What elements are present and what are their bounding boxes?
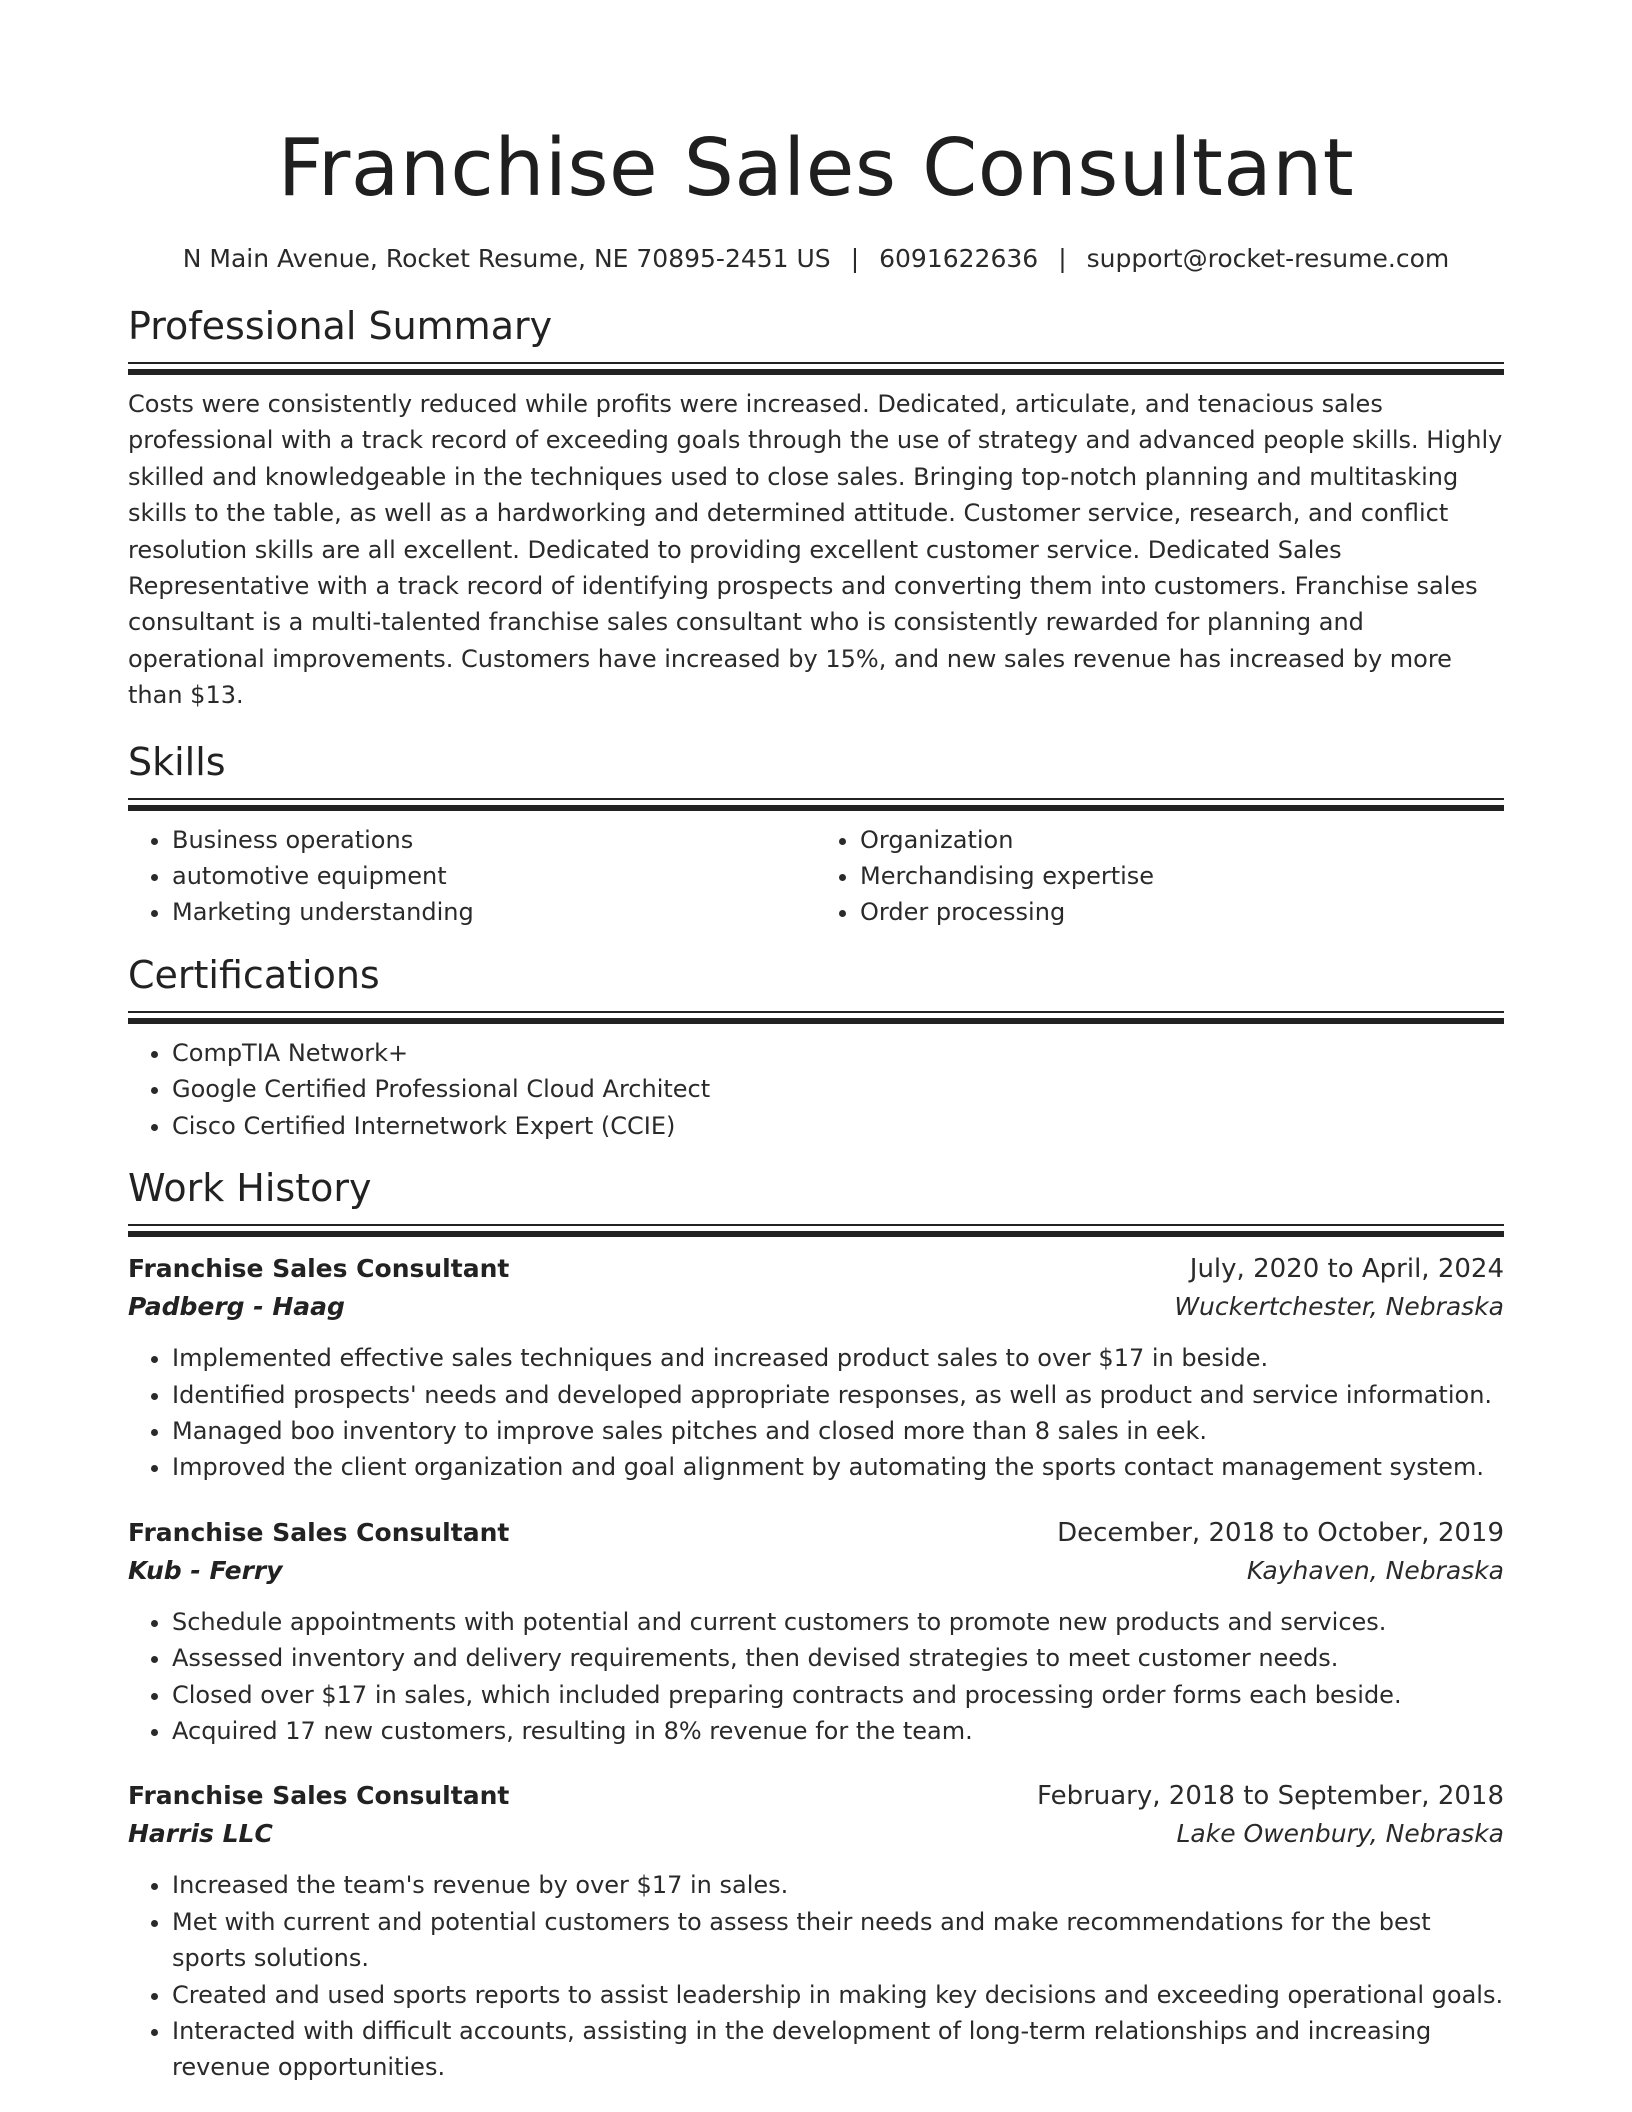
job-bullet-list <box>128 1604 1504 1750</box>
skills-list-right <box>816 822 1504 931</box>
skills-columns <box>128 822 1504 931</box>
section-divider <box>128 798 1504 812</box>
job-entry <box>128 1250 1504 1486</box>
job-title: Franchise Sales Consultant <box>128 1781 510 1811</box>
skill-item: • Organization <box>860 822 1504 858</box>
section-divider <box>128 1224 1504 1238</box>
job-header <box>128 1250 1504 1288</box>
job-location: Wuckertchester, Nebraska <box>1174 1292 1504 1322</box>
contact-separator: | <box>1058 244 1067 273</box>
contact-email[interactable]: support@rocket-resume.com <box>1086 244 1450 273</box>
job-dates: December, 2018 to October, 2019 <box>1057 1517 1504 1548</box>
job-entry <box>128 1777 1504 2085</box>
job-bullet: • Acquired 17 new customers, resulting in 8% revenue for the team. <box>172 1713 1504 1749</box>
certification-item: • Google Certified Professional Cloud Architect <box>172 1071 1504 1107</box>
job-bullet: • Increased the team's revenue by over $17 in sales. <box>172 1867 1504 1903</box>
skill-item: • Merchandising expertise <box>860 858 1504 894</box>
job-location: Kayhaven, Nebraska <box>1246 1555 1504 1585</box>
certifications-section <box>128 951 1504 1144</box>
section-divider <box>128 1011 1504 1025</box>
job-bullet: • Managed boo inventory to improve sales pitches and closed more than 8 sales in eek. <box>172 1413 1504 1449</box>
job-bullet-list <box>128 1867 1504 2085</box>
skill-item: • automotive equipment <box>172 858 816 894</box>
skills-list-left <box>128 822 816 931</box>
job-company: Harris LLC <box>128 1819 273 1849</box>
section-title-summary: Professional Summary <box>128 304 553 348</box>
skills-section <box>128 738 1504 931</box>
summary-section <box>128 302 1504 714</box>
summary-text: Costs were consistently reduced while profits were increased. Dedicated, articulate, and tenacious sales professional with a track record of exceeding goals through the use of strategy and advanced people skills. Highly skilled and knowledgeable in the techniques used to close sales. Bringing top-notch planning and multitasking skills to the table, as well as a hardworking and determined attitude. Customer service, research, and conflict resolution skills are all excellent. Dedicated to providing excellent customer service. Dedicated Sales Representative with a track record of identifying prospects and converting them into customers. Franchise sales consultant is a multi-talented franchise sales consultant who is consistently rewarded for planning and operational improvements. Customers have increased by 15%, and new sales revenue has increased by more than $13. <box>128 390 1503 710</box>
job-bullet: • Assessed inventory and delivery requirements, then devised strategies to meet customer needs. <box>172 1640 1504 1676</box>
job-subheader <box>128 1288 1504 1326</box>
job-bullet-list <box>128 1340 1504 1486</box>
job-dates: February, 2018 to September, 2018 <box>1037 1781 1504 1812</box>
skill-item: • Order processing <box>860 894 1504 930</box>
section-title-work-history: Work History <box>128 1166 372 1211</box>
job-title: Franchise Sales Consultant <box>128 1254 510 1284</box>
job-bullet: • Closed over $17 in sales, which included preparing contracts and processing order forms each beside. <box>172 1677 1504 1713</box>
job-company: Padberg - Haag <box>128 1292 345 1322</box>
job-title: Franchise Sales Consultant <box>128 1517 510 1547</box>
job-bullet: • Implemented effective sales techniques and increased product sales to over $17 in beside. <box>172 1340 1504 1376</box>
job-dates: July, 2020 to April, 2024 <box>1189 1254 1504 1285</box>
work-history-section <box>128 1164 1504 2086</box>
job-subheader <box>128 1552 1504 1590</box>
job-header <box>128 1514 1504 1552</box>
job-entry <box>128 1514 1504 1750</box>
certification-item: • CompTIA Network+ <box>172 1035 1504 1071</box>
job-bullet: • Schedule appointments with potential and current customers to promote new products and services. <box>172 1604 1504 1640</box>
skill-item: • Business operations <box>172 822 816 858</box>
job-company: Kub - Ferry <box>128 1555 283 1585</box>
certifications-list <box>128 1035 1504 1144</box>
section-title-skills: Skills <box>128 739 226 784</box>
job-subheader <box>128 1815 1504 1853</box>
job-location: Lake Owenbury, Nebraska <box>1176 1819 1504 1849</box>
contact-separator: | <box>850 244 860 273</box>
section-divider <box>128 362 1504 376</box>
job-bullet: • Interacted with difficult accounts, assisting in the development of long-term relationships and increasing revenue opportunities. <box>172 2013 1504 2086</box>
certification-item: • Cisco Certified Internetwork Expert (CCIE) <box>172 1108 1504 1144</box>
job-bullet: • Improved the client organization and goal alignment by automating the sports contact management system. <box>172 1449 1504 1485</box>
resume-name: Franchise Sales Consultant <box>277 122 1355 214</box>
job-bullet: • Met with current and potential customers to assess their needs and make recommendations for the best sports solutions. <box>172 1904 1504 1977</box>
contact-phone: 6091622636 <box>879 244 1039 273</box>
skill-item: • Marketing understanding <box>172 894 816 930</box>
job-bullet: • Identified prospects' needs and developed appropriate responses, as well as product and service information. <box>172 1377 1504 1413</box>
section-title-certifications: Certifications <box>128 952 380 997</box>
contact-address: N Main Avenue, Rocket Resume, NE 70895-2451 US <box>182 244 831 273</box>
job-header <box>128 1777 1504 1815</box>
contact-line <box>128 242 1504 276</box>
job-bullet: • Created and used sports reports to assist leadership in making key decisions and exceeding operational goals. <box>172 1977 1504 2013</box>
